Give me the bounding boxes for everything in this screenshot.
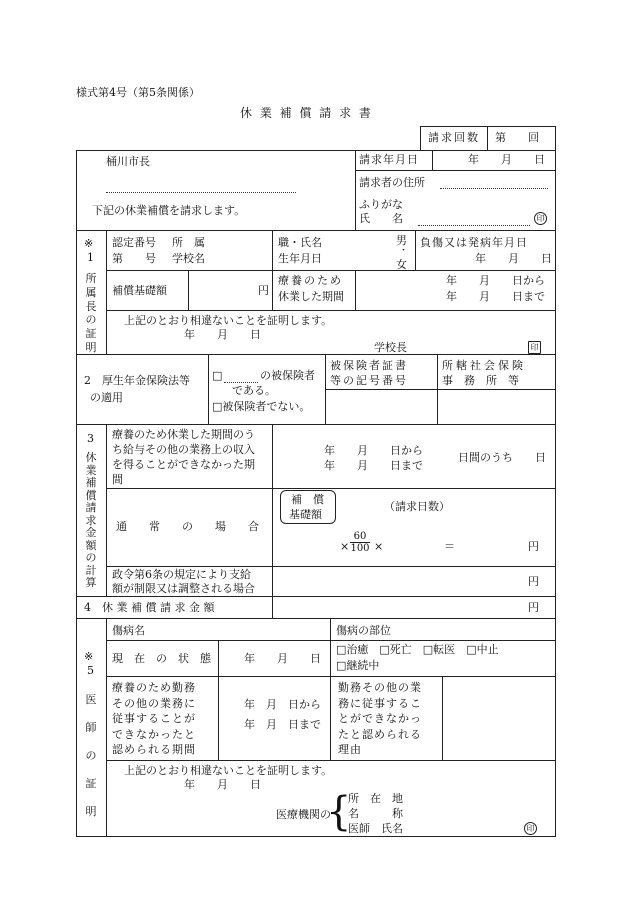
cert-symbol-label-2: 等の記号番号 <box>330 374 408 387</box>
sec1-side-label: 所 属 長 の 証 明 <box>85 272 97 354</box>
school-name-label: 学校名 <box>172 252 205 265</box>
seal-mark: 印 <box>534 212 547 225</box>
sex-separator: ・ <box>399 246 409 256</box>
doctor-period-description: 療養のため勤務 その他の業務に 従事することが できなかったと 認められる期間 <box>112 681 196 756</box>
cert-symbol-label-1: 被保険者証書 <box>330 359 408 372</box>
restricted-case-yen: 円 <box>528 575 539 588</box>
claimant-address-label: 請求者の住所 <box>359 176 425 189</box>
claimant-name-field[interactable] <box>418 225 530 226</box>
insured-label-2: である。 <box>232 384 276 397</box>
normal-case-yen: 円 <box>528 540 539 553</box>
current-status-label: 現 在 の 状 態 <box>112 652 211 665</box>
leave-period-description: 療養のため休業した期間のう ち給与その他の業務上の収入 を得ることができなかった期 間 <box>112 428 255 486</box>
sec3-number: 3 <box>87 432 94 445</box>
doctor-reason-label: 勤務その他の業 務に従事するこ とができなかっ たと認められる 理由 <box>338 681 422 756</box>
cert-number-field[interactable]: 第 号 <box>112 252 156 265</box>
doctor-cert-date[interactable]: 年 月 日 <box>184 778 261 791</box>
institution-location-label: 所 在 地 <box>348 792 403 805</box>
base-amount-yen: 円 <box>258 284 269 297</box>
claimant-address-field[interactable] <box>440 188 548 189</box>
status-options[interactable]: □治癒 □死亡 □転医 □中止 <box>336 643 499 656</box>
social-insurance-office-label-2: 事 務 所 等 <box>442 374 519 387</box>
principal-cert-date[interactable]: 年 月 日 <box>184 328 261 341</box>
sec3-period-from[interactable]: 年 月 日から <box>324 444 423 457</box>
form-title: 休 業 補 償 請 求 書 <box>240 106 373 120</box>
times-symbol-2: × <box>374 540 384 553</box>
injury-date-value[interactable]: 年 月 日 <box>475 252 552 265</box>
pension-law-label-2: の適用 <box>90 391 123 404</box>
sixty-percent-fraction: $\frac{60}{100}$ <box>350 531 370 554</box>
leave-from[interactable]: 年 月 日から <box>446 274 545 287</box>
insured-checkbox[interactable]: □ <box>212 369 223 382</box>
bracket-label-1: 補 償 <box>291 493 324 506</box>
normal-case-label: 通 常 の 場 合 <box>116 520 259 533</box>
sec3-side-label: 休 業 補 償 請 求 金 額 の 計 算 <box>85 451 97 590</box>
injury-date-label: 負傷又は発病年月日 <box>420 236 528 249</box>
claim-count-label: 請求回数 <box>428 131 480 144</box>
current-status-date[interactable]: 年 月 日 <box>244 652 321 665</box>
claim-amount-yen: 円 <box>528 601 539 614</box>
principal-seal-mark: 印 <box>528 341 541 354</box>
disease-name-label: 傷病名 <box>112 624 145 637</box>
doctor-seal-mark: 印 <box>524 822 537 835</box>
form-number: 様式第4号（第5条関係） <box>76 86 200 99</box>
doctor-name-label: 医師 氏名 <box>348 822 403 835</box>
birth-date-label: 生年月日 <box>278 252 322 265</box>
sec1-number: 1 <box>87 251 94 264</box>
status-continuing-option[interactable]: □継続中 <box>336 659 380 672</box>
times-symbol: × <box>340 540 350 553</box>
not-insured-option[interactable]: □被保険者でない。 <box>212 400 311 413</box>
sec3-days-out-of[interactable]: 日間のうち 日 <box>458 451 546 464</box>
institution-name-label: 名 称 <box>348 807 403 820</box>
leave-period-label-1: 療養のため <box>278 274 343 287</box>
disease-site-label: 傷病の部位 <box>336 624 391 637</box>
sec3-period-to[interactable]: 年 月 日まで <box>324 459 423 472</box>
insured-label: の被保険者 <box>260 369 315 382</box>
sec5-marker: ※ <box>84 650 94 663</box>
doctor-cert-text: 上記のとおり相違ないことを証明します。 <box>124 764 333 777</box>
bracket-label-2: 基礎額 <box>289 508 322 521</box>
principal-cert-text: 上記のとおり相違ないことを証明します。 <box>124 314 333 327</box>
affiliation-label: 所 属 <box>172 236 205 249</box>
medical-institution-label: 医療機関の <box>276 808 331 821</box>
cert-number-label: 認定番号 <box>112 236 156 249</box>
doctor-period-from[interactable]: 年 月 日から <box>244 698 321 711</box>
male-option[interactable]: 男 <box>396 234 407 247</box>
equals-symbol: ＝ <box>444 540 455 553</box>
furigana-label: ふりがな <box>359 198 403 211</box>
pension-law-label-1: 2 厚生年金保険法等 <box>84 374 190 387</box>
addressee-blank[interactable] <box>106 192 296 193</box>
claim-count-value: 第 回 <box>495 131 539 144</box>
claim-amount-label: 4 休 業 補 償 請 求 金 額 <box>84 601 215 614</box>
institution-brace: { <box>326 789 352 835</box>
request-days-label: （請求日数） <box>384 500 450 513</box>
sec5-side-label: 医 師 の 証 明 <box>85 693 97 819</box>
claimant-name-label: 氏 名 <box>359 212 403 225</box>
addressee: 桶川市長 <box>106 155 150 168</box>
female-option[interactable]: 女 <box>396 258 407 271</box>
base-amount-label: 補償基礎額 <box>112 284 167 297</box>
insurance-type-field[interactable] <box>224 382 258 383</box>
job-name-label: 職・氏名 <box>278 236 322 249</box>
leave-to[interactable]: 年 月 日まで <box>446 290 545 303</box>
request-text: 下記の休業補償を請求します。 <box>92 204 246 217</box>
request-date-value[interactable]: 年 月 日 <box>468 153 545 166</box>
doctor-period-to[interactable]: 年 月 日まで <box>244 718 321 731</box>
principal-label: 学校長 <box>374 341 407 354</box>
leave-period-label-2: 休業した期間 <box>278 290 344 303</box>
social-insurance-office-label-1: 所轄社会保険 <box>442 359 526 372</box>
request-date-label: 請求年月日 <box>359 153 419 166</box>
restricted-case-label: 政令第6条の規定により支給 額が制限又は調整される場合 <box>112 568 255 595</box>
sec5-number: 5 <box>87 664 94 677</box>
sec1-marker: ※ <box>84 237 94 250</box>
